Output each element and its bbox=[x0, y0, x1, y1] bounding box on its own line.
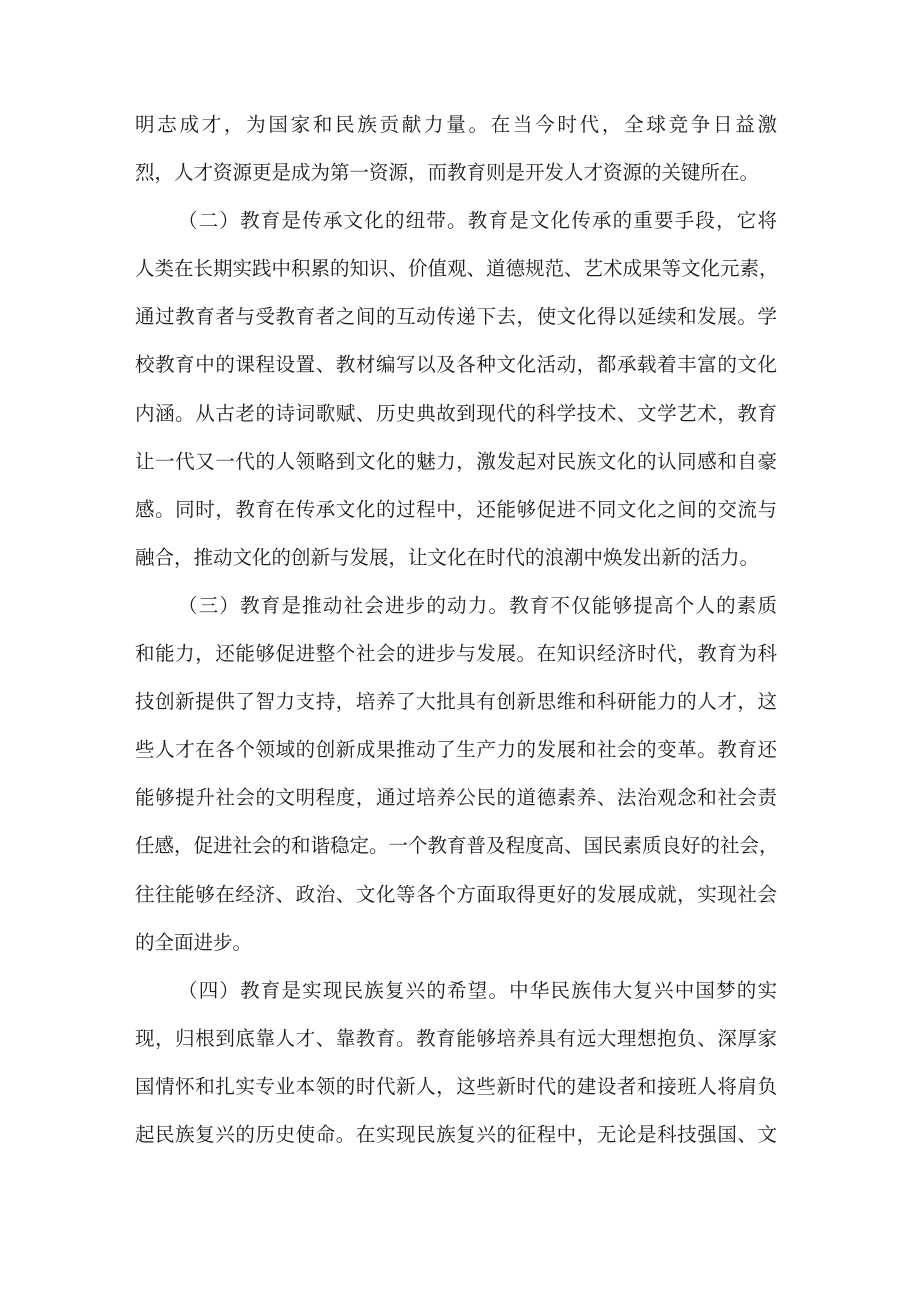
paragraph-2-start: （二）教育是传承文化的纽带。教育是文化传承的重要手段，它将 bbox=[178, 209, 777, 233]
text-line: 人类在长期实践中积累的知识、价值观、道德规范、艺术成果等文化元素， bbox=[135, 257, 779, 281]
paragraph-4-start: （四）教育是实现民族复兴的希望。中华民族伟大复兴中国梦的实 bbox=[178, 978, 777, 1002]
text-line: 通过教育者与受教育者之间的互动传递下去，使文化得以延续和发展。学 bbox=[135, 305, 777, 329]
text-line: 国情怀和扎实专业本领的时代新人，这些新时代的建设者和接班人将肩负 bbox=[135, 1074, 777, 1098]
text-line: 感。同时，教育在传承文化的过程中，还能够促进不同文化之间的交流与 bbox=[135, 497, 777, 521]
text-line: 融合，推动文化的创新与发展，让文化在时代的浪潮中焕发出新的活力。 bbox=[135, 545, 760, 569]
text-line: 明志成才，为国家和民族贡献力量。在当今时代，全球竞争日益激 bbox=[135, 113, 777, 136]
text-line: 些人才在各个领域的创新成果推动了生产力的发展和社会的变革。教育还 bbox=[135, 738, 777, 762]
text-line: 任感，促进社会的和谐稳定。一个教育普及程度高、国民素质良好的社会， bbox=[135, 834, 779, 858]
text-line: 现，归根到底靠人才、靠教育。教育能够培养具有远大理想抱负、深厚家 bbox=[135, 1026, 777, 1050]
text-line: 往往能够在经济、政治、文化等各个方面取得更好的发展成就，实现社会 bbox=[135, 882, 777, 906]
text-line: 起民族复兴的历史使命。在实现民族复兴的征程中，无论是科技强国、文 bbox=[135, 1122, 777, 1146]
text-line: 的全面进步。 bbox=[135, 930, 253, 954]
text-line: 内涵。从古老的诗词歌赋、历史典故到现代的科学技术、文学艺术，教育 bbox=[135, 401, 777, 425]
body-text bbox=[135, 101, 777, 1159]
text-line: 烈，人才资源更是成为第一资源，而教育则是开发人才资源的关键所在。 bbox=[135, 161, 760, 185]
text-line: 让一代又一代的人领略到文化的魅力，激发起对民族文化的认同感和自豪 bbox=[135, 449, 777, 473]
paragraph-3-start: （三）教育是推动社会进步的动力。教育不仅能够提高个人的素质 bbox=[178, 593, 777, 617]
text-line: 和能力，还能够促进整个社会的进步与发展。在知识经济时代，教育为科 bbox=[135, 642, 777, 666]
text-line: 校教育中的课程设置、教材编写以及各种文化活动，都承载着丰富的文化 bbox=[135, 353, 777, 377]
text-line: 技创新提供了智力支持，培养了大批具有创新思维和科研能力的人才，这 bbox=[135, 690, 777, 714]
text-line: 能够提升社会的文明程度，通过培养公民的道德素养、法治观念和社会责 bbox=[135, 786, 777, 810]
